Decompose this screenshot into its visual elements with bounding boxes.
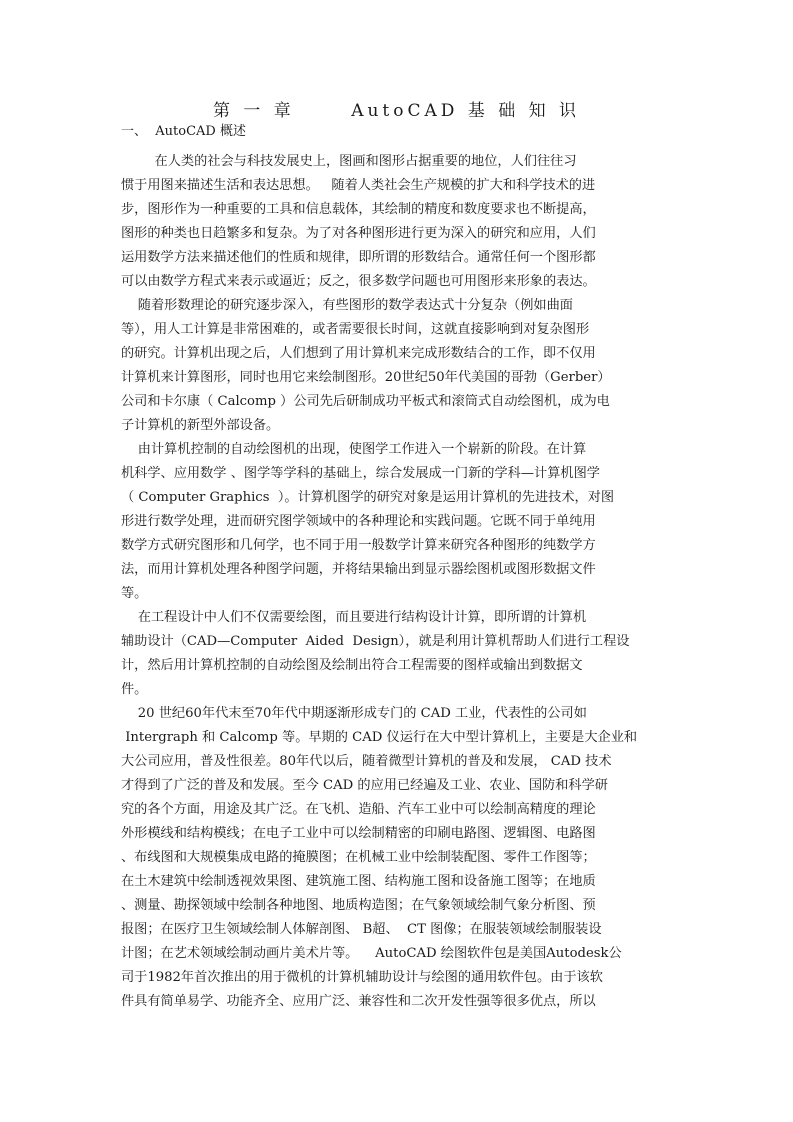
text-line: 随着形数理论的研究逐步深入，有些图形的数学表达式十分复杂（例如曲面 <box>121 298 573 313</box>
paragraph <box>121 438 681 606</box>
text-line: 件。 <box>121 682 148 697</box>
text-line: 计图；在艺术领域绘制动画片美术片等。 AutoCAD 绘图软件包是美国Autodesk公 <box>121 946 622 961</box>
text-line: 公司和卡尔康（ Calcomp ）公司先后研制成功平板式和滚筒式自动绘图机，成为电 <box>121 394 610 409</box>
text-line: 大公司应用，普及性很差。80年代以后，随着微型计算机的普及和发展， CAD 技术 <box>121 754 612 769</box>
text-line: 步，图形作为一种重要的工具和信息载体，其绘制的精度和数度要求也不断提高， <box>121 202 596 217</box>
text-line: 数学方式研究图形和几何学，也不同于用一般数学计算来研究各种图形的纯数学方 <box>121 538 596 553</box>
text-line: 报图；在医疗卫生领域绘制人体解剖图、 B超、 CT 图像；在服装领域绘制服装设 <box>121 922 602 937</box>
text-line: 件具有简单易学、功能齐全、应用广泛、兼容性和二次开发性强等很多优点，所以 <box>121 994 596 1009</box>
paragraph <box>121 294 681 438</box>
text-line: 机科学、应用数学 、图学等学科的基础上，综合发展成一门新的学科—计算机图学 <box>121 466 600 481</box>
text-line: 在土木建筑中绘制透视效果图、建筑施工图、结构施工图和设备施工图等；在地质 <box>121 874 596 889</box>
document-body <box>121 150 681 1014</box>
text-line: 辅助设计（CAD—Computer Aided Design），就是利用计算机帮助人们进行工程设 <box>121 634 630 649</box>
text-line: 20 世纪60年代末至70年代中期逐渐形成专门的 CAD 工业，代表性的公司如 <box>121 706 587 721</box>
section-heading: 一、 AutoCAD 概述 <box>121 124 246 139</box>
text-line: 等），用人工计算是非常困难的，或者需要很长时间，这就直接影响到对复杂图形 <box>121 322 590 337</box>
text-line: 计，然后用计算机控制的自动绘图及绘制出符合工程需要的图样或输出到数据文 <box>121 658 583 673</box>
text-line: 运用数学方法来描述他们的性质和规律，即所谓的形数结合。通常任何一个图形都 <box>121 250 596 265</box>
text-line: 子计算机的新型外部设备。 <box>121 418 280 433</box>
text-line: 由计算机控制的自动绘图机的出现，使图学工作进入一个崭新的阶段。在计算 <box>121 442 587 457</box>
text-line: 形进行数学处理，进而研究图学领域中的各种理论和实践问题。它既不同于单纯用 <box>121 514 596 529</box>
paragraph <box>121 702 681 1014</box>
text-line: 的研究。计算机出现之后，人们想到了用计算机来完成形数结合的工作，即不仅用 <box>121 346 596 361</box>
paragraph <box>121 150 681 294</box>
text-line: 在工程设计中人们不仅需要绘图，而且要进行结构设计计算，即所谓的计算机 <box>121 610 587 625</box>
text-line: 外形模线和结构模线；在电子工业中可以绘制精密的印刷电路图、逻辑图、电路图 <box>121 826 596 841</box>
text-line: 、布线图和大规模集成电路的掩膜图；在机械工业中绘制装配图、零件工作图等； <box>121 850 596 865</box>
text-line: 可以由数学方程式来表示或逼近；反之，很多数学问题也可用图形来形象的表达。 <box>121 274 596 289</box>
text-line: 、测量、勘探领域中绘制各种地图、地质构造图；在气象领域绘制气象分析图、预 <box>121 898 596 913</box>
text-line: Intergraph 和 Calcomp 等。早期的 CAD 仪运行在大中型计算机上，主要是大企业和 <box>121 730 638 745</box>
text-line: 等。 <box>121 586 148 601</box>
text-line: 才得到了广泛的普及和发展。至今 CAD 的应用已经遍及工业、农业、国防和科学研 <box>121 778 608 793</box>
chapter-title: 第 一 章 AutoCAD 基 础 知 识 <box>212 101 581 121</box>
text-line: 惯于用图来描述生活和表达思想。 随着人类社会生产规模的扩大和科学技术的进 <box>121 178 596 193</box>
paragraph <box>121 606 681 702</box>
text-line: 司于1982年首次推出的用于微机的计算机辅助设计与绘图的通用软件包。由于该软 <box>121 970 603 985</box>
text-line: 究的各个方面，用途及其广泛。在飞机、造船、汽车工业中可以绘制高精度的理论 <box>121 802 596 817</box>
text-line: 法，而用计算机处理各种图学问题，并将结果输出到显示器绘图机或图形数据文件 <box>121 562 596 577</box>
text-line: 在人类的社会与科技发展史上，图画和图形占据重要的地位，人们往往习 <box>121 154 577 169</box>
text-line: （ Computer Graphics ）。计算机图学的研究对象是运用计算机的先进技术，对图 <box>121 490 615 505</box>
text-line: 计算机来计算图形，同时也用它来绘制图形。20世纪50年代美国的哥勃（Gerber） <box>121 370 611 385</box>
text-line: 图形的种类也日趋繁多和复杂。为了对各种图形进行更为深入的研究和应用，人们 <box>121 226 596 241</box>
